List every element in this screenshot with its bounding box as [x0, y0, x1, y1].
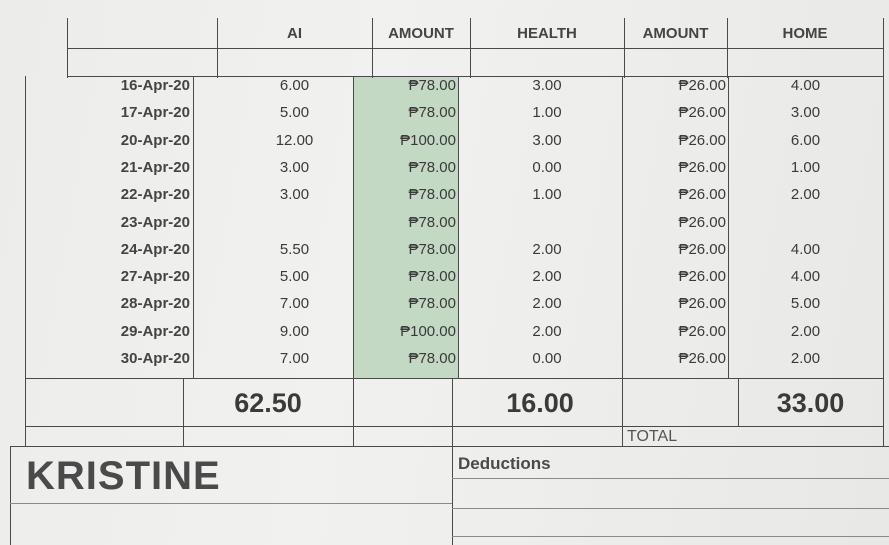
grid-line — [10, 446, 889, 447]
total-label: TOTAL — [627, 428, 678, 445]
cell-home: 2.00 — [790, 322, 821, 340]
cell-health: 2.00 — [532, 240, 562, 258]
cell-date: 17-Apr-20 — [120, 104, 190, 122]
grid-line — [10, 446, 11, 545]
cell-date: 30-Apr-20 — [120, 350, 190, 367]
total-ai: 62.50 — [234, 388, 302, 418]
total-health: 16.00 — [506, 388, 574, 418]
grid-line — [458, 76, 459, 378]
cell-amount1: ₱78.00 — [408, 213, 456, 231]
cell-amount2: ₱26.00 — [678, 131, 726, 149]
total-home: 33.00 — [776, 388, 845, 418]
cell-home: 4.00 — [790, 268, 821, 286]
cell-amount1: ₱78.00 — [408, 158, 456, 176]
header-amount: AMOUNT — [388, 25, 454, 42]
cell-date: 16-Apr-20 — [120, 77, 190, 94]
employee-name: KRISTINE — [26, 454, 221, 498]
cell-ai: 5.00 — [279, 268, 310, 286]
cell-amount2: ₱26.00 — [678, 77, 726, 94]
cell-ai: 12.00 — [275, 131, 314, 149]
grid-line — [193, 76, 194, 378]
cell-ai: 7.00 — [279, 295, 310, 313]
cell-amount2: ₱26.00 — [678, 158, 726, 176]
cell-amount2: ₱26.00 — [678, 240, 726, 258]
header-home: HOME — [782, 25, 828, 42]
cell-ai: 6.00 — [279, 77, 310, 94]
cell-date: 24-Apr-20 — [120, 240, 190, 258]
cell-health: 1.00 — [532, 186, 562, 204]
grid-line — [452, 378, 453, 545]
cell-health: 3.00 — [532, 77, 562, 94]
grid-line — [25, 378, 883, 379]
cell-amount1: ₱78.00 — [408, 350, 456, 367]
cell-amount2: ₱26.00 — [678, 104, 726, 122]
cell-ai: 5.00 — [279, 104, 310, 122]
deductions-label: Deductions — [458, 454, 551, 473]
cell-home: 6.00 — [790, 131, 821, 149]
cell-amount1: ₱78.00 — [408, 77, 456, 94]
cell-amount2: ₱26.00 — [678, 213, 726, 231]
cell-amount2: ₱26.00 — [678, 268, 726, 286]
cell-health: 3.00 — [532, 131, 562, 149]
cell-home: 4.00 — [790, 77, 821, 94]
cell-health: 0.00 — [532, 158, 562, 176]
cell-ai: 5.50 — [279, 240, 310, 258]
cell-home: 3.00 — [790, 104, 821, 122]
cell-health: 1.00 — [532, 104, 562, 122]
cell-date: 27-Apr-20 — [120, 268, 190, 286]
cell-date: 22-Apr-20 — [120, 186, 190, 204]
cell-amount2: ₱26.00 — [678, 322, 726, 340]
grid-line — [10, 503, 452, 504]
cell-amount2: ₱26.00 — [678, 186, 726, 204]
cell-amount1: ₱100.00 — [400, 131, 456, 149]
cell-ai: 3.00 — [279, 158, 310, 176]
cell-date: 28-Apr-20 — [120, 295, 190, 313]
cell-date: 29-Apr-20 — [120, 322, 190, 340]
cell-health: 2.00 — [532, 295, 562, 313]
cell-amount2: ₱26.00 — [678, 350, 726, 367]
cell-ai: 9.00 — [279, 322, 310, 340]
cell-ai: 3.00 — [279, 186, 310, 204]
header-ai: AI — [287, 25, 302, 42]
cell-amount1: ₱100.00 — [400, 322, 456, 340]
cell-amount1: ₱78.00 — [408, 295, 456, 313]
grid-line — [883, 18, 884, 446]
cell-health: 2.00 — [532, 268, 562, 286]
grid-line — [452, 536, 889, 537]
cell-health: 0.00 — [532, 350, 562, 367]
cell-ai: 7.00 — [279, 350, 310, 367]
cell-amount1: ₱78.00 — [408, 240, 456, 258]
cell-home: 1.00 — [790, 158, 821, 176]
cell-date: 21-Apr-20 — [120, 158, 190, 176]
cell-home: 2.00 — [790, 350, 821, 367]
cell-home: 5.00 — [790, 295, 821, 313]
grid-line — [67, 48, 883, 49]
cell-amount1: ₱78.00 — [408, 104, 456, 122]
header-health: HEALTH — [517, 25, 577, 42]
grid-line — [452, 478, 889, 479]
cell-date: 23-Apr-20 — [120, 213, 190, 231]
cell-home: 2.00 — [790, 186, 821, 204]
cell-amount2: ₱26.00 — [678, 295, 726, 313]
cell-home: 4.00 — [790, 240, 821, 258]
cell-health: 2.00 — [532, 322, 562, 340]
header-amount: AMOUNT — [642, 25, 709, 42]
grid-line — [452, 508, 889, 509]
cell-amount1: ₱78.00 — [408, 186, 456, 204]
cell-date: 20-Apr-20 — [120, 131, 190, 149]
grid-line — [25, 426, 883, 427]
cell-amount1: ₱78.00 — [408, 268, 456, 286]
